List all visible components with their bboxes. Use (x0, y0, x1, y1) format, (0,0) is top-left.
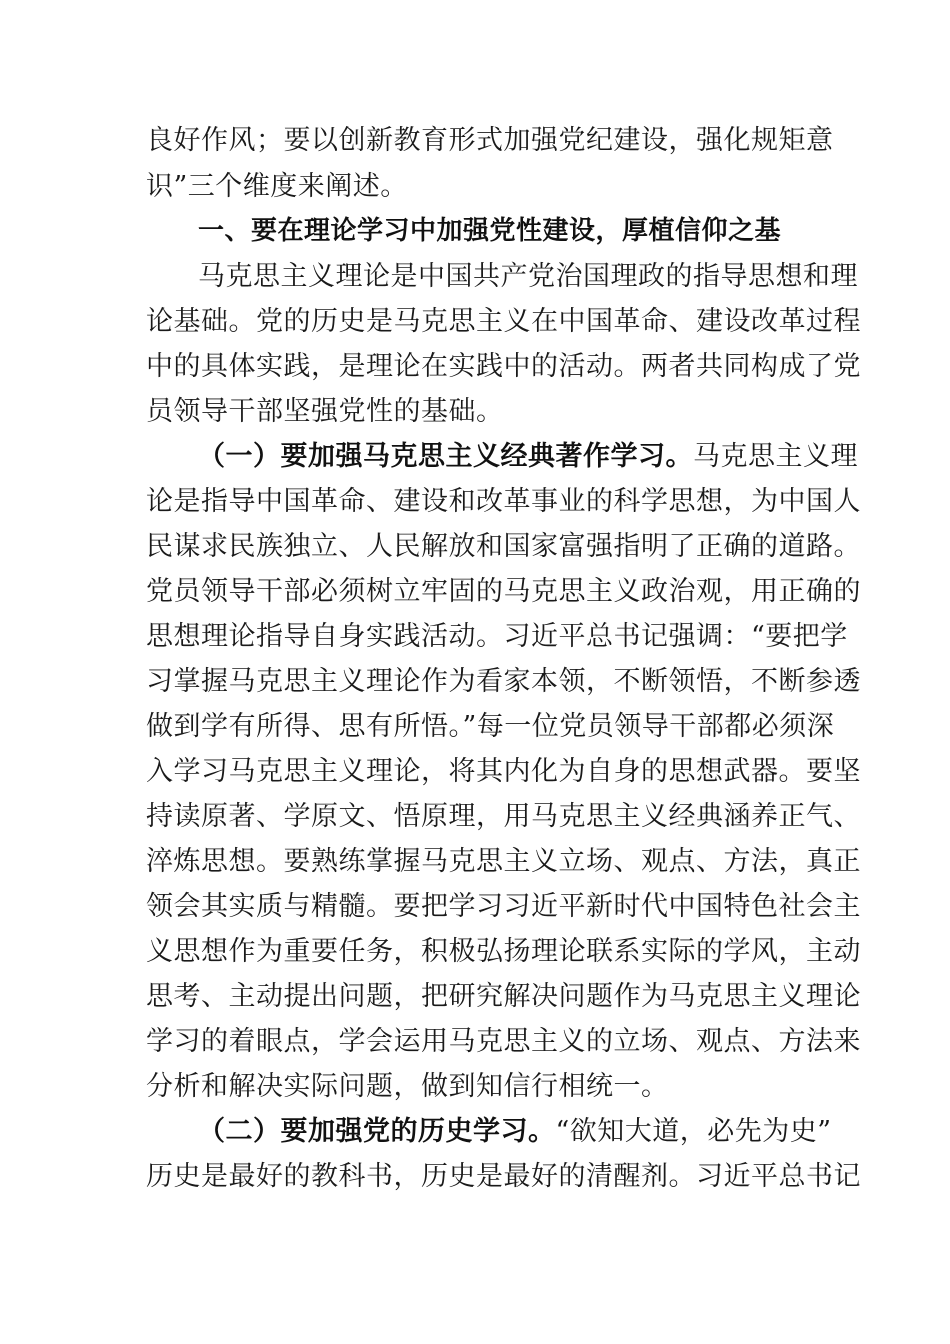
body-line: 学习的着眼点，学会运用马克思主义的立场、观点、方法来 (146, 1026, 861, 1057)
body-line: 识”三个维度来阐述。 (146, 171, 408, 202)
section-heading: 一、要在理论学习中加强党性建设，厚植信仰之基 (198, 216, 782, 246)
body-line: 历史是最好的教科书，历史是最好的清醒剂。习近平总书记 (146, 1161, 861, 1192)
body-line: 民谋求民族独立、人民解放和国家富强指明了正确的道路。 (146, 531, 861, 562)
body-line: 论是指导中国革命、建设和改革事业的科学思想，为中国人 (146, 486, 861, 517)
subheading-title: （一）要加强马克思主义经典著作学习。 (198, 441, 693, 472)
subheading-title: （二）要加强党的历史学习。 (198, 1116, 556, 1147)
body-line: 员领导干部坚强党性的基础。 (146, 396, 504, 427)
body-line: 良好作风；要以创新教育形式加强党纪建设，强化规矩意 (146, 125, 834, 156)
body-line: 习掌握马克思主义理论作为看家本领，不断领悟，不断参透 (146, 666, 861, 697)
body-line: 分析和解决实际问题，做到知信行相统一。 (146, 1071, 669, 1102)
body-line: 做到学有所得、思有所悟。”每一位党员领导干部都必须深 (146, 711, 835, 742)
body-line: 党员领导干部必须树立牢固的马克思主义政治观，用正确的 (146, 576, 861, 607)
subheading-line (198, 440, 858, 474)
body-line: 持读原著、学原文、悟原理，用马克思主义经典涵养正气、 (146, 801, 861, 832)
body-line: 入学习马克思主义理论，将其内化为自身的思想武器。要坚 (146, 756, 861, 787)
body-line: 淬炼思想。要熟练掌握马克思主义立场、观点、方法，真正 (146, 846, 861, 877)
body-line: 义思想作为重要任务，积极弘扬理论联系实际的学风，主动 (146, 936, 861, 967)
subheading-rest: 马克思主义理 (693, 441, 858, 472)
body-line: 思想理论指导自身实践活动。习近平总书记强调：“要把学 (146, 621, 848, 652)
subheading-line (198, 1115, 832, 1149)
body-line: 论基础。党的历史是马克思主义在中国革命、建设改革过程 (146, 306, 861, 337)
body-line: 中的具体实践，是理论在实践中的活动。两者共同构成了党 (146, 351, 861, 382)
subheading-rest: “欲知大道，必先为史” (555, 1116, 832, 1147)
body-line: 马克思主义理论是中国共产党治国理政的指导思想和理 (198, 261, 858, 292)
body-line: 领会其实质与精髓。要把学习习近平新时代中国特色社会主 (146, 891, 861, 922)
body-line: 思考、主动提出问题，把研究解决问题作为马克思主义理论 (146, 981, 861, 1012)
